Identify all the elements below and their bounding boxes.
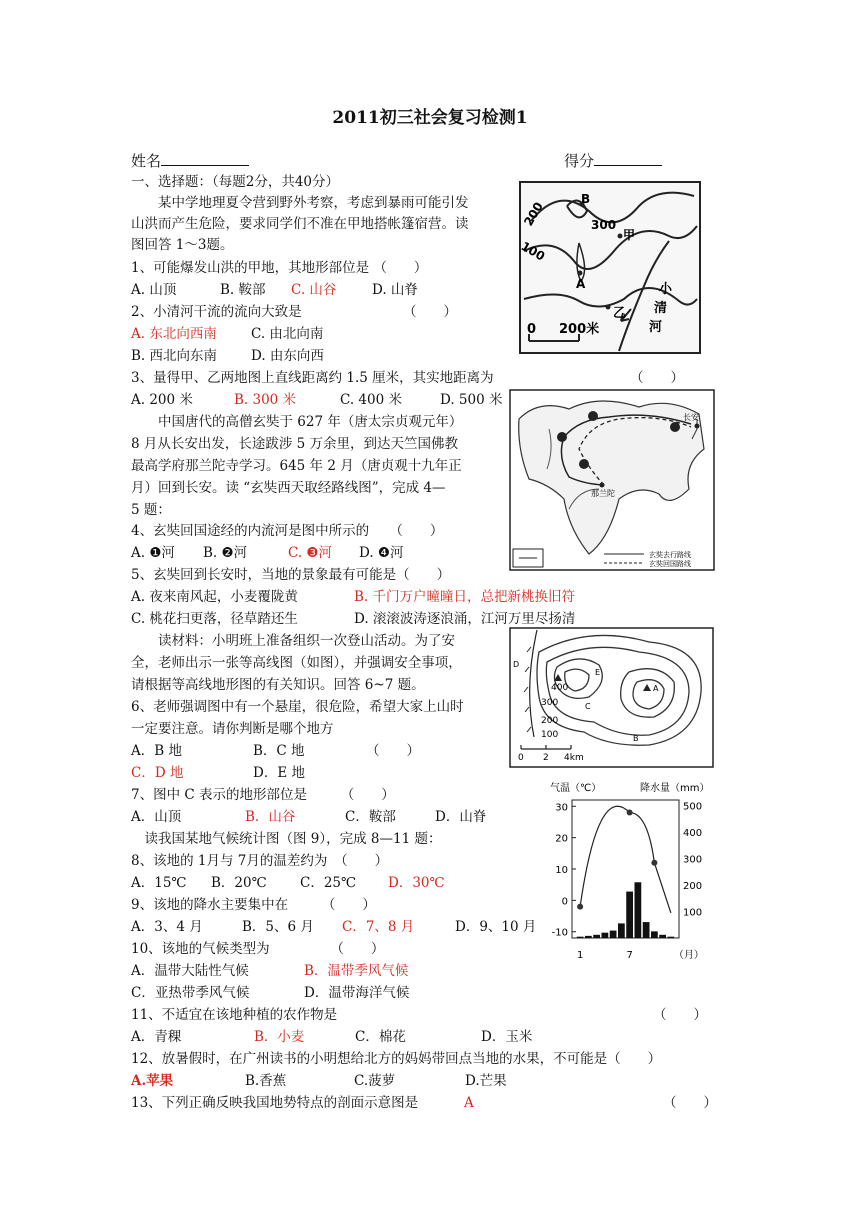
q4-stem: 4、玄奘回国途经的内流河是图中所示的 （ ）: [131, 523, 444, 539]
name-label: 姓名: [131, 152, 162, 170]
chart-left-tick-label: -10: [551, 927, 568, 939]
chart-right-axis-label: 降水量（mm）: [640, 783, 710, 794]
chart-left-axis-label: 气温（℃）: [550, 783, 602, 794]
q12-option-d[interactable]: D.芒果: [465, 1073, 507, 1089]
chart-left-tick-label: 10: [555, 865, 568, 876]
chart-x-label: （月）: [673, 950, 704, 961]
passage-1-line: 图回答 1～3题。: [131, 237, 234, 253]
map3-label: 200: [541, 716, 559, 726]
map1-label: 300: [591, 218, 617, 232]
q8-option-d[interactable]: D．30℃: [388, 875, 445, 891]
q7-option-c[interactable]: C．鞍部: [345, 809, 396, 825]
q3-option-d[interactable]: D. 500 米: [440, 392, 503, 408]
q1-option-a[interactable]: A. 山顶: [131, 282, 177, 298]
score-field[interactable]: [564, 150, 662, 171]
q8-option-a[interactable]: A．15℃: [131, 875, 187, 891]
q3-option-b[interactable]: B. 300 米: [234, 392, 297, 408]
score-label: 得分: [564, 152, 595, 170]
river-3-marker: [588, 411, 598, 421]
q12-option-b[interactable]: B.香蕉: [245, 1073, 287, 1089]
q1-option-b[interactable]: B. 鞍部: [220, 282, 266, 298]
passage-2-line: 最高学府那兰陀寺学习。645 年 2 月（唐贞观十九年正: [131, 458, 462, 474]
q13-answer: A: [464, 1095, 474, 1111]
map1-label: 乙: [613, 306, 627, 321]
passage-3-line: 请根据等高线地形图的有关知识。回答 6~7 题。: [131, 677, 425, 693]
q11-option-a[interactable]: A．青稞: [131, 1029, 182, 1045]
q3-option-c[interactable]: C. 400 米: [340, 392, 402, 408]
temperature-point: [577, 904, 583, 910]
q1-option-c[interactable]: C. 山谷: [291, 282, 337, 298]
changan-dot: [695, 424, 700, 429]
chart-x-label: 7: [626, 950, 633, 961]
q7-option-b[interactable]: B．山谷: [245, 809, 296, 825]
q6-option-a[interactable]: A．B 地: [131, 743, 182, 759]
map1-label: 0: [527, 322, 537, 337]
passage-3-line: 读材料：小明班上准备组织一次登山活动。为了安: [131, 633, 455, 649]
q3-option-a[interactable]: A. 200 米: [131, 392, 193, 408]
q5-stem: 5、玄奘回到长安时，当地的景象最有可能是（ ）: [131, 567, 451, 583]
q6-option-c[interactable]: C．D 地: [131, 765, 184, 781]
q4-option-b[interactable]: B. ❷河: [203, 545, 248, 561]
map1-label: 小: [659, 282, 673, 297]
map3-label: 400: [551, 683, 569, 693]
chart-left-tick-label: 20: [555, 833, 568, 845]
chart-x-label: 1: [576, 950, 584, 961]
precipitation-bar: [577, 937, 584, 938]
q11-option-b[interactable]: B．小麦: [254, 1029, 305, 1045]
temperature-point: [627, 810, 633, 816]
chart-right-tick-label: 200: [683, 880, 703, 892]
q2-option-a[interactable]: A. 东北向西南: [131, 326, 217, 342]
chart-left-tick-label: 30: [555, 802, 568, 814]
map1-label: 甲: [623, 228, 636, 242]
precipitation-bar: [643, 922, 650, 938]
q6-option-d[interactable]: D．E 地: [253, 765, 305, 781]
passage-2-line: 5 题：: [131, 502, 171, 518]
q12-option-a[interactable]: A.苹果: [131, 1073, 174, 1089]
map1-label: 200: [521, 199, 546, 229]
passage-2-line: 中国唐代的高僧玄奘于 627 年（唐太宗贞观元年）: [131, 414, 463, 430]
q13-stem: 13、下列正确反映我国地势特点的剖面示意图是: [131, 1095, 419, 1111]
temperature-line: [580, 806, 671, 913]
q3-stem: 3、量得甲、乙两地图上直线距离约 1.5 厘米，其实地距离为: [131, 370, 494, 386]
q2-paren: （ ）: [403, 304, 457, 320]
q1-stem: 1、可能爆发山洪的甲地，其地形部位是 （ ）: [131, 260, 428, 276]
q3-paren: （ ）: [630, 370, 684, 386]
q7-stem: 7、图中 C 表示的地形部位是 （ ）: [131, 787, 395, 803]
point-jia-dot: [618, 234, 623, 239]
q11-option-d[interactable]: D．玉米: [481, 1029, 533, 1045]
map3-label: 2: [543, 753, 549, 763]
legend-outbound: 玄奘去行路线: [649, 551, 691, 559]
precipitation-bar: [626, 892, 633, 938]
q11-paren: （ ）: [653, 1007, 707, 1023]
chart-plot-frame: [572, 800, 679, 938]
map1-label: A: [576, 277, 586, 291]
passage-1-line: 某中学地理夏令营到野外考察，考虑到暴雨可能引发: [131, 195, 469, 211]
xuanzang-route-map: [509, 389, 715, 571]
precipitation-bar: [593, 935, 600, 938]
river-2-marker: [557, 432, 567, 442]
q4-option-c[interactable]: C. ❸河: [288, 545, 333, 561]
chart-right-tick-label: 100: [683, 907, 703, 919]
river-4-marker: [670, 422, 680, 432]
q9-option-a[interactable]: A．3、4 月: [131, 919, 203, 935]
hill-contour-map: [509, 627, 714, 768]
map1-label: 200米: [559, 322, 600, 337]
precipitation-bar: [668, 937, 675, 938]
q5-option-a[interactable]: A. 夜来南风起，小麦覆陇黄: [131, 589, 298, 605]
q9-stem: 9、该地的降水主要集中在 （ ）: [131, 897, 376, 913]
map3-label: D: [513, 660, 520, 669]
q9-option-b[interactable]: B．5、6 月: [242, 919, 314, 935]
q10-option-c[interactable]: C．亚热带季风气候: [131, 985, 250, 1001]
q5-option-b[interactable]: B. 千门万户曈曈日，总把新桃换旧符: [354, 589, 576, 605]
q2-option-d[interactable]: D. 由东向西: [251, 348, 324, 364]
precipitation-bar: [618, 923, 625, 938]
chart-right-tick-label: 300: [683, 854, 703, 866]
q6-paren: （ ）: [366, 743, 420, 759]
q6-option-b[interactable]: B．C 地: [253, 743, 305, 759]
q11-stem: 11、不适宜在该地种植的农作物是: [131, 1007, 338, 1023]
q10-option-a[interactable]: A．温带大陆性气候: [131, 963, 249, 979]
chart-right-tick-label: 400: [683, 827, 703, 839]
nalanduo-dot: [600, 483, 605, 488]
map3-label: B: [633, 734, 639, 743]
climate-chart: [548, 780, 718, 970]
q2-stem: 2、小清河干流的流向大致是: [131, 304, 302, 320]
q10-option-d[interactable]: D．温带海洋气候: [304, 985, 410, 1001]
legend-return: 玄奘回国路线: [649, 560, 691, 568]
q10-option-b[interactable]: B．温带季风气候: [304, 963, 409, 979]
q6-stem-2: 一定要注意。请你判断是哪个地方: [131, 721, 334, 737]
map3-label: 100: [541, 730, 559, 740]
q2-option-c[interactable]: C. 由北向南: [251, 326, 324, 342]
section-heading: 一、选择题：（每题2分，共40分）: [131, 174, 340, 190]
q11-option-c[interactable]: C．棉花: [355, 1029, 406, 1045]
q7-option-a[interactable]: A．山顶: [131, 809, 182, 825]
map1-label: B: [581, 192, 591, 206]
q10-stem: 10、该地的气候类型为 （ ）: [131, 941, 385, 957]
q6-stem: 6、老师强调图中有一个悬崖，很危险，希望大家上山时: [131, 699, 464, 715]
precipitation-bar: [602, 933, 609, 938]
passage-2-line: 8 月从长安出发，长途跋涉 5 万余里，到达天竺国佛教: [131, 436, 459, 452]
q13-paren: （ ）: [663, 1095, 717, 1111]
passage-3-line: 全，老师出示一张等高线图（如图），并强调安全事项，: [131, 655, 462, 671]
map3-label: 300: [541, 698, 559, 708]
q4-option-d[interactable]: D. ❹河: [359, 545, 404, 561]
passage-2-line: 月）回到长安。读 “玄奘西天取经路线图”，完成 4—: [131, 480, 446, 496]
page-title: 2011初三社会复习检测1: [332, 108, 528, 128]
precipitation-bar: [651, 931, 658, 938]
contour-map-figure: [519, 181, 701, 354]
q8-option-c[interactable]: C．25℃: [300, 875, 357, 891]
map3-label: 4km: [564, 753, 584, 763]
temperature-point: [651, 860, 657, 866]
map3-label: C: [585, 702, 591, 711]
q9-option-d[interactable]: D．9、10 月: [455, 919, 537, 935]
map1-label: 河: [649, 320, 663, 335]
name-field[interactable]: [131, 150, 249, 171]
passage-1-line: 山洪而产生危险，要求同学们不准在甲地搭帐篷宿营。读: [131, 216, 469, 232]
map1-label: 100: [519, 238, 548, 264]
q5-option-d[interactable]: D. 滚滚波涛逐浪涌，江河万里尽扬清: [354, 611, 576, 627]
precipitation-bar: [585, 936, 592, 938]
q8-stem: 8、该地的 1月与 7月的温差约为 （ ）: [131, 853, 389, 869]
precipitation-bar: [610, 931, 617, 938]
river-1-marker: [579, 459, 589, 469]
map3-label: A: [653, 684, 659, 693]
map2-label-nalanduo: 那兰陀: [591, 489, 615, 498]
passage-4: 读我国某地气候统计图（图 9），完成 8—11 题：: [131, 831, 442, 847]
q4-option-a[interactable]: A. ❶河: [131, 545, 175, 561]
q7-option-d[interactable]: D．山脊: [435, 809, 487, 825]
precipitation-bar: [635, 882, 642, 938]
q2-option-b[interactable]: B. 西北向东南: [131, 348, 218, 364]
point-a-dot: [578, 271, 583, 276]
chart-right-tick-label: 500: [683, 801, 703, 813]
point-yi-dot: [606, 305, 611, 310]
q1-option-d[interactable]: D. 山脊: [372, 282, 418, 298]
q5-option-c[interactable]: C. 桃花扫更落，径草踏还生: [131, 611, 298, 627]
q12-stem: 12、放暑假时，在广州读书的小明想给北方的妈妈带回点当地的水果，不可能是（ ）: [131, 1051, 662, 1067]
q9-option-c[interactable]: C．7、8 月: [342, 919, 415, 935]
q12-option-c[interactable]: C.菠萝: [354, 1073, 396, 1089]
map1-label: 清: [654, 301, 668, 316]
q8-option-b[interactable]: B．20℃: [211, 875, 267, 891]
map2-label-changan: 长安: [683, 413, 699, 422]
map3-label: 0: [518, 753, 524, 763]
precipitation-bar: [659, 935, 666, 938]
chart-left-tick-label: 0: [561, 896, 568, 908]
map3-label: E: [595, 668, 601, 677]
